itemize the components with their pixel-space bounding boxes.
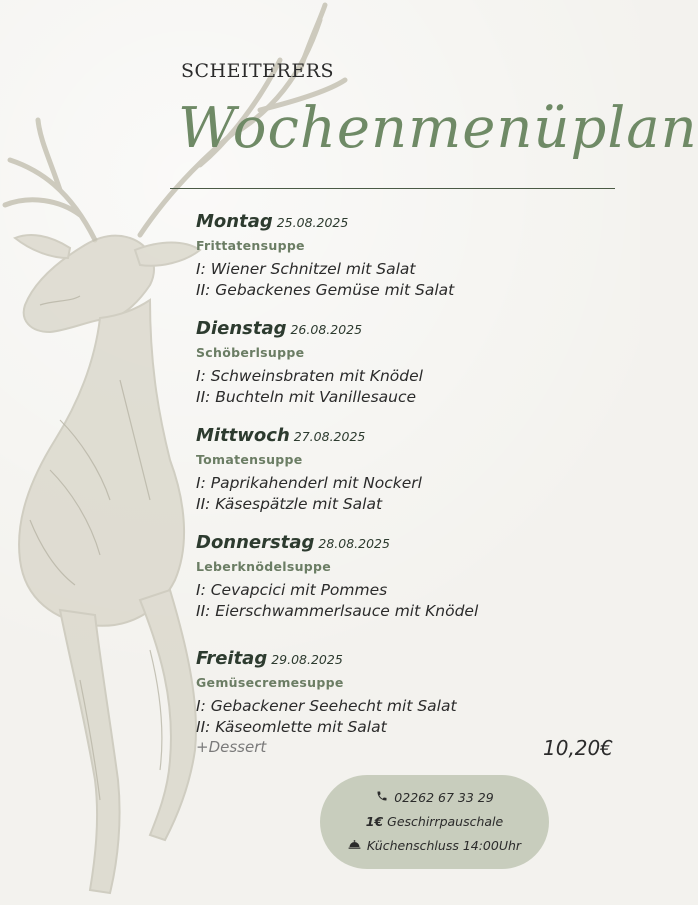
- main-dish-2: II: Buchteln mit Vanillesauce: [196, 388, 417, 406]
- main-dish-2: II: Gebackenes Gemüse mit Salat: [196, 281, 455, 299]
- info-pill: [320, 775, 549, 869]
- phone-number: 02262 67 33 29: [394, 790, 494, 805]
- day-name: Montag: [196, 211, 273, 232]
- day-date: 26.08.2025: [290, 322, 363, 337]
- soup: Tomatensuppe: [196, 452, 303, 467]
- fee-row: [320, 814, 549, 829]
- soup: Gemüsecremesuppe: [196, 675, 344, 690]
- main-dish-2: II: Käsespätzle mit Salat: [196, 495, 383, 513]
- closing-row: [320, 838, 549, 853]
- day-heading: [196, 532, 478, 553]
- dessert-note: +Dessert: [196, 738, 267, 756]
- fee-label: Geschirrpauschale: [387, 814, 504, 829]
- day-block-montag: [196, 211, 454, 299]
- main-dish-1: I: Wiener Schnitzel mit Salat: [196, 260, 416, 278]
- soup: Schöberlsuppe: [196, 345, 305, 360]
- main-dish-2: II: Eierschwammerlsauce mit Knödel: [196, 602, 479, 620]
- main-dish-1: I: Gebackener Seehecht mit Salat: [196, 697, 457, 715]
- fee-amount: 1€: [365, 814, 384, 829]
- day-block-donnerstag: [196, 532, 478, 620]
- day-date: 27.08.2025: [293, 429, 366, 444]
- day-block-dienstag: [196, 318, 423, 406]
- day-date: 28.08.2025: [318, 536, 390, 551]
- title-divider: [170, 188, 615, 189]
- main-dish-1: I: Schweinsbraten mit Knödel: [196, 367, 423, 385]
- brand-name: SCHEITERERS: [181, 60, 335, 82]
- main-dish-1: I: Paprikahenderl mit Nockerl: [196, 474, 422, 492]
- day-heading: [196, 211, 454, 232]
- day-date: 29.08.2025: [271, 652, 343, 667]
- main-dish-2: II: Käseomlette mit Salat: [196, 718, 387, 736]
- day-block-mittwoch: [196, 425, 422, 513]
- day-name: Freitag: [196, 648, 268, 669]
- cloche-icon: [348, 838, 362, 853]
- phone-icon: [375, 790, 389, 805]
- day-name: Donnerstag: [196, 532, 315, 553]
- day-block-freitag: [196, 648, 457, 756]
- day-name: Mittwoch: [196, 425, 290, 446]
- closing-time: Küchenschluss 14:00Uhr: [366, 838, 522, 853]
- day-heading: [196, 425, 422, 446]
- page-title: Wochenmenüplan: [178, 96, 698, 161]
- menu-price: 10,20€: [543, 736, 613, 760]
- day-name: Dienstag: [196, 318, 287, 339]
- day-date: 25.08.2025: [276, 215, 349, 230]
- main-dish-1: I: Cevapcici mit Pommes: [196, 581, 388, 599]
- soup: Frittatensuppe: [196, 238, 305, 253]
- soup: Leberknödelsuppe: [196, 559, 332, 574]
- day-heading: [196, 648, 457, 669]
- day-heading: [196, 318, 423, 339]
- phone-row[interactable]: [320, 790, 549, 805]
